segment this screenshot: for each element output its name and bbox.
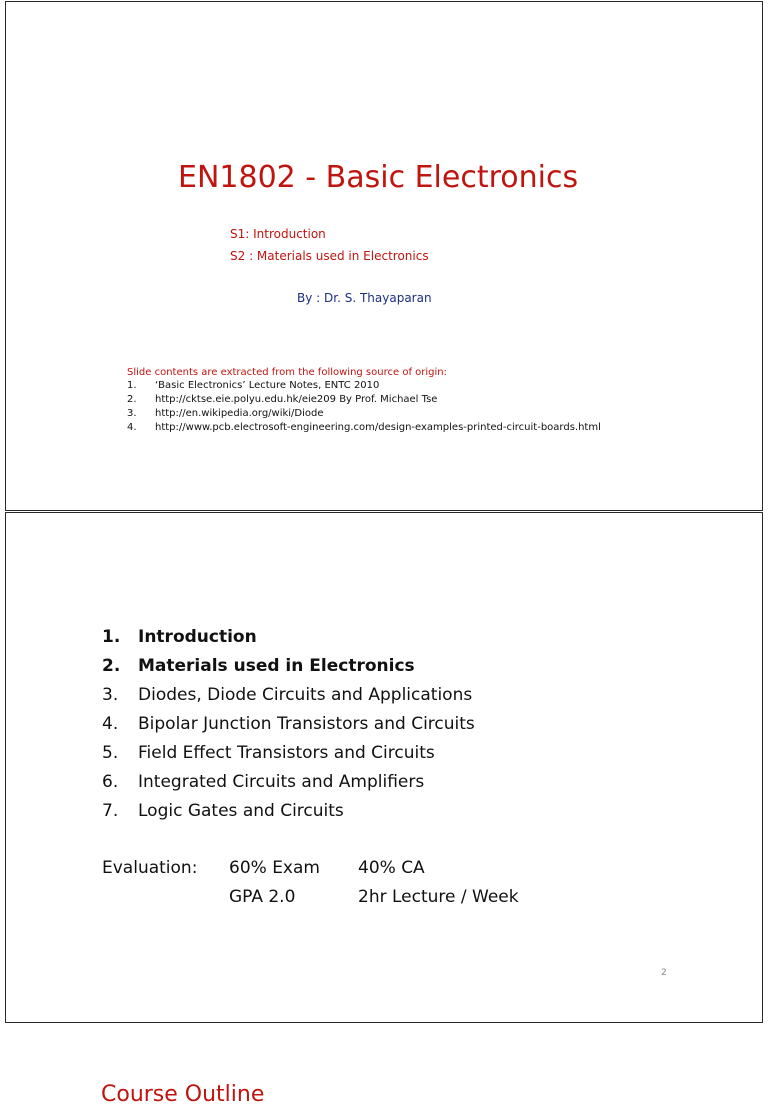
slide-title: EN1802 - Basic Electronics (178, 160, 579, 195)
slide-1 (5, 1, 763, 511)
source-item (127, 380, 379, 391)
item-text: Logic Gates and Circuits (138, 801, 344, 821)
item-text: Field Effect Transistors and Circuits (138, 743, 435, 763)
evaluation-exam: 60% Exam (229, 858, 320, 878)
source-number: 1. (127, 380, 137, 391)
item-text: Introduction (138, 627, 257, 647)
item-number: 7. (102, 801, 119, 821)
source-item (127, 408, 324, 419)
item-number: 1. (102, 627, 121, 647)
sources-heading: Slide contents are extracted from the following source of origin: (127, 367, 447, 378)
source-text: ‘Basic Electronics’ Lecture Notes, ENTC 2010 (155, 380, 380, 391)
item-number: 5. (102, 743, 119, 763)
item-number: 3. (102, 685, 119, 705)
page-number: 2 (661, 968, 667, 978)
author-byline: By : Dr. S. Thayaparan (297, 291, 432, 305)
outline-item (102, 627, 257, 647)
slide-2 (5, 512, 763, 1107)
source-item (127, 394, 437, 405)
source-link[interactable]: http://cktse.eie.polyu.edu.hk/eie209 By Prof. Michael Tse (155, 394, 438, 405)
evaluation-ca: 40% CA (358, 858, 425, 878)
item-text: Diodes, Diode Circuits and Applications (138, 685, 473, 705)
item-number: 6. (102, 772, 119, 792)
outline-item (102, 801, 344, 821)
item-number: 2. (102, 656, 121, 676)
item-number: 4. (102, 714, 119, 734)
source-number: 4. (127, 422, 137, 433)
source-link[interactable]: http://www.pcb.electrosoft-engineering.com/design-examples-printed-circuit-boards.html (155, 422, 601, 433)
source-number: 2. (127, 394, 137, 405)
source-link[interactable]: http://en.wikipedia.org/wiki/Diode (155, 408, 324, 419)
evaluation-label: Evaluation: (102, 858, 198, 878)
outline-item (102, 685, 472, 705)
subtitle-session-1: S1: Introduction (230, 227, 326, 241)
outline-item (102, 772, 424, 792)
source-item (127, 422, 601, 433)
item-text: Materials used in Electronics (138, 656, 415, 676)
course-outline-title: Course Outline (101, 1082, 265, 1107)
evaluation-lecture: 2hr Lecture / Week (358, 887, 519, 907)
item-text: Bipolar Junction Transistors and Circuits (138, 714, 475, 734)
outline-item (102, 714, 475, 734)
subtitle-session-2: S2 : Materials used in Electronics (230, 249, 429, 263)
source-number: 3. (127, 408, 137, 419)
outline-item (102, 656, 415, 676)
item-text: Integrated Circuits and Amplifiers (138, 772, 425, 792)
outline-item (102, 743, 435, 763)
evaluation-gpa: GPA 2.0 (229, 887, 296, 907)
